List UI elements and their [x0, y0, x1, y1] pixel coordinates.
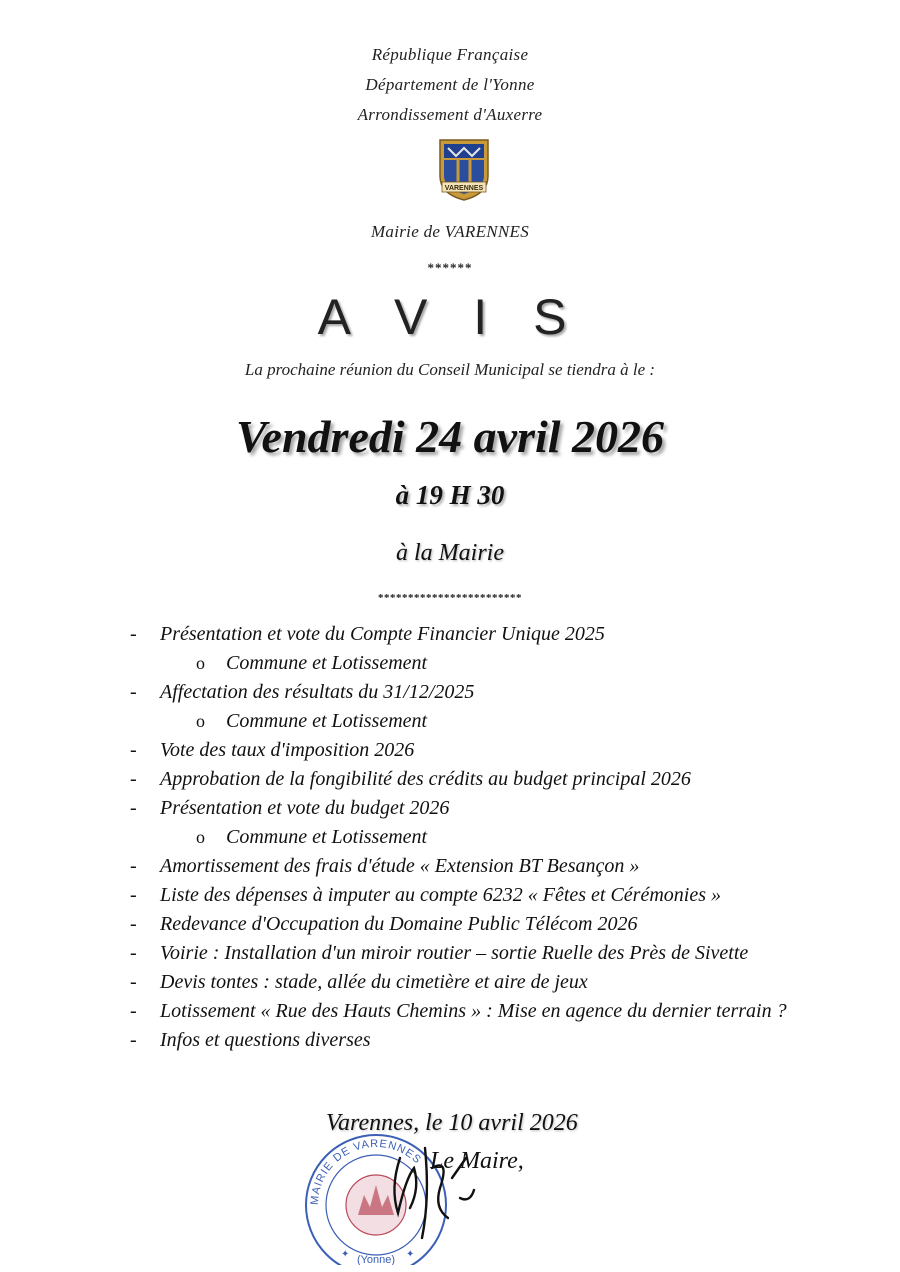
district-line: Arrondissement d'Auxerre	[357, 105, 543, 124]
agenda-item: - Présentation et vote du budget 2026	[130, 794, 850, 823]
coat-of-arms-icon	[436, 136, 492, 202]
agenda-item: - Vote des taux d'imposition 2026	[130, 736, 850, 765]
bullet: -	[130, 768, 137, 790]
agenda-subitem: o Commune et Lotissement	[130, 649, 850, 678]
agenda-item: - Devis tontes : stade, allée du cimetière et aire de jeux	[130, 968, 850, 997]
bullet: -	[130, 942, 137, 964]
stamp-subtext: (Yonne)	[356, 1254, 396, 1265]
bullet: -	[130, 739, 137, 761]
bullet: -	[130, 1029, 137, 1051]
bullet: -	[130, 971, 137, 993]
meeting-place: à la Mairie	[396, 540, 504, 566]
stamp-text: MAIRIE DE VARENNES	[308, 1137, 424, 1206]
stars-divider: ******	[427, 260, 473, 275]
agenda-item: - Lotissement « Rue des Hauts Chemins » : Mise en agence du dernier terrain ?	[130, 997, 850, 1026]
agenda-item: - Présentation et vote du Compte Financier Unique 2025	[130, 620, 850, 649]
agenda-item: - Amortissement des frais d'étude « Extension BT Besançon »	[130, 852, 850, 881]
agenda-item: - Affectation des résultats du 31/12/2025	[130, 678, 850, 707]
agenda-item: - Redevance d'Occupation du Domaine Public Télécom 2026	[130, 910, 850, 939]
agenda-item: - Approbation de la fongibilité des crédits au budget principal 2026	[130, 765, 850, 794]
agenda-item: - Infos et questions diverses	[130, 1026, 850, 1055]
mairie-line: Mairie de VARENNES	[370, 222, 530, 241]
mayor-signature	[370, 1118, 490, 1248]
bullet: -	[130, 884, 137, 906]
agenda-list	[130, 620, 850, 1055]
bullet: -	[130, 855, 137, 877]
republic-line: République Française	[371, 45, 529, 64]
sub-bullet: o	[196, 653, 205, 673]
notice-intro: La prochaine réunion du Conseil Municipal se tiendra à le :	[244, 360, 656, 379]
agenda-subitem: o Commune et Lotissement	[130, 707, 850, 736]
separator: ************************	[378, 592, 522, 604]
bullet: -	[130, 797, 137, 819]
department-line: Département de l'Yonne	[365, 75, 535, 94]
agenda-subitem: o Commune et Lotissement	[130, 823, 850, 852]
stamp-star-icon: ✦	[341, 1249, 350, 1260]
agenda-item: - Liste des dépenses à imputer au compte 6232 « Fêtes et Cérémonies »	[130, 881, 850, 910]
bullet: -	[130, 1000, 137, 1022]
sub-bullet: o	[196, 827, 205, 847]
stamp-star-icon: ✦	[406, 1249, 415, 1260]
sub-bullet: o	[196, 711, 205, 731]
meeting-date: Vendredi 24 avril 2026	[235, 411, 665, 462]
bullet: -	[130, 623, 137, 645]
crest-label: VARENNES	[444, 185, 484, 192]
bullet: -	[130, 681, 137, 703]
signatory-title: Le Maire,	[430, 1148, 524, 1174]
meeting-time: à 19 H 30	[395, 480, 505, 510]
bullet: -	[130, 913, 137, 935]
place-date: Varennes, le 10 avril 2026	[326, 1110, 578, 1136]
notice-title: A V I S	[317, 289, 583, 345]
agenda-item: - Voirie : Installation d'un miroir routier – sortie Ruelle des Près de Sivette	[130, 939, 850, 968]
